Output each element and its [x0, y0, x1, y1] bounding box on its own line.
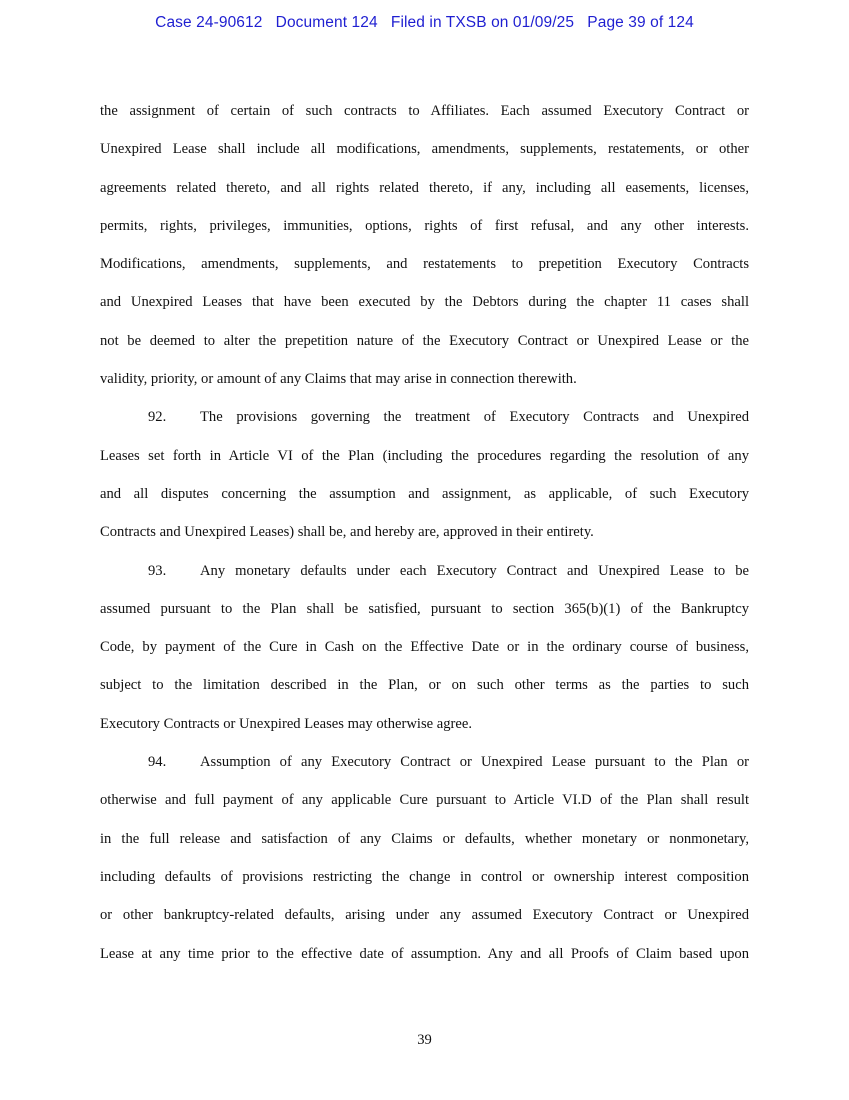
text-line: Code, by payment of the Cure in Cash on the Effective Date or in the ordinary course of business, — [100, 639, 749, 656]
text-line: agreements related thereto, and all rights related thereto, if any, including all easements, licenses, — [100, 179, 749, 196]
paragraph-number: 92. — [148, 409, 167, 426]
text-line: Contracts and Unexpired Leases) shall be, and hereby are, approved in their entirety. — [100, 524, 594, 541]
text-line: permits, rights, privileges, immunities, options, rights of first refusal, and any other interests. — [100, 217, 749, 234]
text-line: Unexpired Lease shall include all modifications, amendments, supplements, restatements, or other — [100, 141, 749, 158]
document-body — [100, 92, 749, 973]
text-line: Modifications, amendments, supplements, and restatements to prepetition Executory Contracts — [100, 256, 749, 273]
text-line: assumed pursuant to the Plan shall be satisfied, pursuant to section 365(b)(1) of the Bankruptcy — [100, 600, 749, 617]
paragraph-start-line — [100, 398, 749, 436]
text-line: and Unexpired Leases that have been executed by the Debtors during the chapter 11 cases shall — [100, 294, 749, 311]
text-line: or other bankruptcy-related defaults, arising under any assumed Executory Contract or Unexpired — [100, 907, 749, 924]
text-line: in the full release and satisfaction of any Claims or defaults, whether monetary or nonmonetary, — [100, 830, 749, 847]
paragraph-text: The provisions governing the treatment of Executory Contracts and Unexpired — [200, 409, 749, 426]
text-line: and all disputes concerning the assumption and assignment, as applicable, of such Executory — [100, 485, 749, 502]
paragraph-number: 94. — [148, 754, 167, 771]
paragraph-number: 93. — [148, 562, 167, 579]
text-line: not be deemed to alter the prepetition nature of the Executory Contract or Unexpired Lease or the — [100, 332, 749, 349]
text-line: Leases set forth in Article VI of the Plan (including the procedures regarding the resolution of any — [100, 447, 749, 464]
text-line: Lease at any time prior to the effective date of assumption. Any and all Proofs of Claim based upon — [100, 945, 749, 962]
paragraph-text: Any monetary defaults under each Executory Contract and Unexpired Lease to be — [200, 562, 749, 579]
paragraph-start-line — [100, 552, 749, 590]
case-header: Case 24-90612 Document 124 Filed in TXSB on 01/09/25 Page 39 of 124 — [155, 14, 694, 31]
page-number: 39 — [417, 1032, 432, 1048]
text-line: the assignment of certain of such contracts to Affiliates. Each assumed Executory Contract or — [100, 103, 749, 119]
text-line: Executory Contracts or Unexpired Leases may otherwise agree. — [100, 715, 472, 732]
paragraph-start-line — [100, 743, 749, 781]
text-line: validity, priority, or amount of any Claims that may arise in connection therewith. — [100, 371, 577, 388]
text-line: subject to the limitation described in the Plan, or on such other terms as the parties to such — [100, 677, 749, 694]
text-line: otherwise and full payment of any applicable Cure pursuant to Article VI.D of the Plan shall result — [100, 792, 749, 809]
text-line: including defaults of provisions restricting the change in control or ownership interest composition — [100, 868, 749, 885]
paragraph-text: Assumption of any Executory Contract or Unexpired Lease pursuant to the Plan or — [200, 754, 749, 771]
